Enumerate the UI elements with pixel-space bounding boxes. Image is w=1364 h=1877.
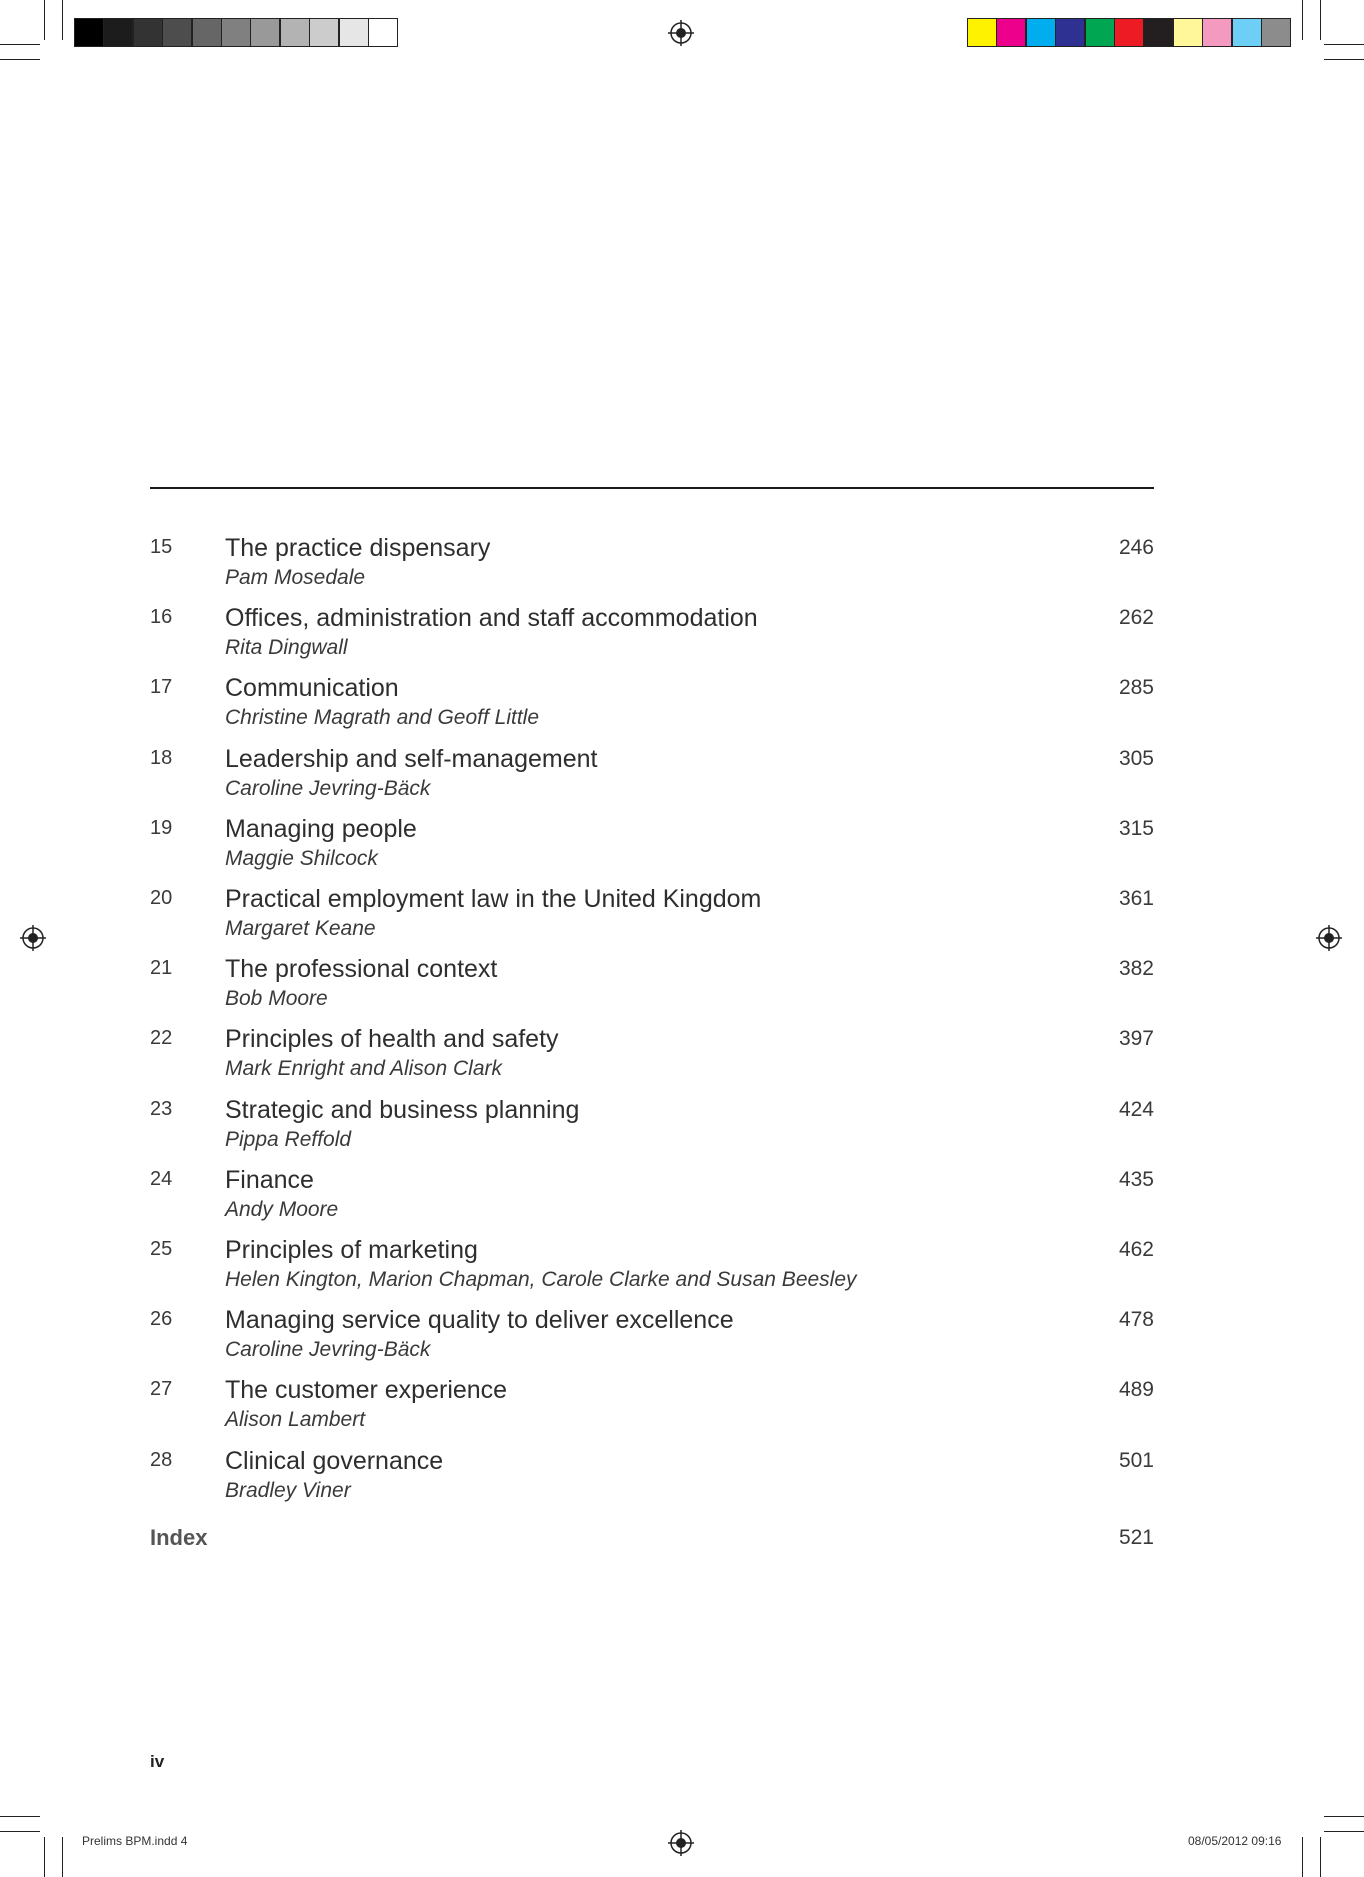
registration-mark-icon	[668, 1830, 694, 1856]
chapter-number: 17	[150, 676, 173, 699]
chapter-title: Finance	[225, 1165, 314, 1194]
chapter-page-number: 285	[1118, 676, 1154, 700]
chapter-number: 16	[150, 606, 173, 629]
gray-swatch	[192, 18, 222, 47]
chapter-page-number: 478	[1118, 1308, 1154, 1332]
chapter-number: 21	[150, 957, 173, 980]
crop-mark	[62, 1837, 63, 1877]
chapter-title: Offices, administration and staff accommodation	[225, 604, 758, 633]
chapter-author: Margaret Keane	[225, 917, 376, 940]
color-swatch	[1143, 18, 1173, 47]
chapter-number: 28	[150, 1448, 173, 1471]
gray-swatch	[309, 18, 339, 47]
toc-entry[interactable]	[150, 1025, 1154, 1091]
crop-mark	[1324, 44, 1364, 45]
index-page-number: 521	[1118, 1526, 1154, 1549]
color-swatch	[967, 18, 997, 47]
chapter-title: Communication	[225, 674, 399, 703]
toc-entry[interactable]	[150, 1236, 1154, 1302]
color-swatch	[1085, 18, 1115, 47]
chapter-page-number: 382	[1118, 957, 1154, 981]
chapter-author: Pippa Reffold	[225, 1127, 352, 1151]
color-swatch	[1202, 18, 1232, 47]
gray-swatch	[250, 18, 280, 47]
gray-swatch	[133, 18, 163, 47]
chapter-title: Clinical governance	[225, 1446, 444, 1475]
crop-mark	[1302, 0, 1303, 40]
chapter-title: Principles of health and safety	[225, 1025, 559, 1054]
chapter-author: Bob Moore	[225, 987, 328, 1011]
chapter-title: Leadership and self-management	[225, 744, 598, 773]
chapter-author: Rita Dingwall	[225, 636, 348, 660]
chapter-number: 22	[150, 1027, 173, 1050]
chapter-author: Bradley Viner	[225, 1478, 351, 1502]
chapter-author: Caroline Jevring-Bäck	[225, 776, 431, 800]
toc-entry[interactable]	[150, 604, 1154, 670]
gray-swatch	[280, 18, 310, 47]
chapter-title: The professional context	[225, 955, 498, 984]
index-label: Index	[150, 1525, 208, 1550]
chapter-number: 20	[150, 887, 173, 909]
chapter-title: Strategic and business planning	[225, 1095, 580, 1124]
color-swatch	[1055, 18, 1085, 47]
chapter-page-number: 397	[1118, 1027, 1154, 1051]
registration-mark-icon	[1316, 925, 1342, 951]
registration-mark-icon	[668, 20, 694, 46]
crop-mark	[1324, 59, 1364, 60]
chapter-page-number: 262	[1118, 606, 1154, 630]
crop-mark	[1302, 1837, 1303, 1877]
chapter-number: 25	[150, 1238, 173, 1260]
crop-mark	[1320, 0, 1321, 40]
chapter-author: Helen Kington, Marion Chapman, Carole Clarke and Susan Beesley	[225, 1268, 857, 1291]
crop-mark	[1320, 1837, 1321, 1877]
toc-entry[interactable]	[150, 534, 1154, 600]
toc-entry[interactable]	[150, 1447, 1154, 1513]
chapter-number: 18	[150, 746, 173, 769]
chapter-number: 26	[150, 1308, 173, 1331]
crop-mark	[0, 59, 40, 60]
chapter-number: 27	[150, 1378, 173, 1401]
crop-mark	[0, 1831, 40, 1832]
gray-swatch	[103, 18, 133, 47]
chapter-number: 24	[150, 1167, 173, 1190]
chapter-page-number: 435	[1118, 1167, 1154, 1191]
color-swatch	[1173, 18, 1203, 47]
color-swatch	[996, 18, 1026, 47]
color-swatch	[1261, 18, 1291, 47]
toc-entry[interactable]	[150, 674, 1154, 740]
toc-entry[interactable]	[150, 1096, 1154, 1162]
chapter-author: Pam Mosedale	[225, 566, 366, 589]
crop-mark	[1324, 1831, 1364, 1832]
gray-swatch	[162, 18, 192, 47]
chapter-author: Christine Magrath and Geoff Little	[225, 706, 539, 730]
chapter-number: 15	[150, 536, 173, 558]
chapter-page-number: 361	[1118, 887, 1154, 910]
chapter-number: 23	[150, 1097, 173, 1120]
chapter-title: The customer experience	[225, 1376, 508, 1405]
toc-entry[interactable]	[150, 745, 1154, 811]
crop-mark	[62, 0, 63, 40]
gray-swatch	[368, 18, 398, 47]
chapter-title: The practice dispensary	[225, 534, 491, 562]
chapter-page-number: 489	[1118, 1378, 1154, 1402]
chapter-page-number: 424	[1118, 1097, 1154, 1121]
chapter-title: Managing people	[225, 814, 417, 843]
toc-entry[interactable]	[150, 885, 1154, 951]
crop-mark	[0, 44, 40, 45]
chapter-page-number: 246	[1118, 536, 1154, 559]
chapter-page-number: 501	[1118, 1448, 1154, 1472]
slug-timestamp: 08/05/2012 09:16	[1188, 1834, 1282, 1848]
toc-top-rule	[150, 487, 1154, 489]
gray-swatch	[74, 18, 104, 47]
color-swatch	[1114, 18, 1144, 47]
crop-mark	[44, 0, 45, 40]
chapter-page-number: 462	[1118, 1238, 1154, 1261]
crop-mark	[0, 1816, 40, 1817]
gray-swatch	[339, 18, 369, 47]
toc-entry[interactable]	[150, 815, 1154, 881]
chapter-author: Andy Moore	[225, 1197, 339, 1221]
chapter-author: Alison Lambert	[225, 1408, 366, 1432]
toc-entry[interactable]	[150, 955, 1154, 1021]
toc-entry[interactable]	[150, 1376, 1154, 1442]
registration-mark-icon	[20, 925, 46, 951]
chapter-author: Mark Enright and Alison Clark	[225, 1057, 502, 1081]
crop-mark	[1324, 1816, 1364, 1817]
chapter-title: Managing service quality to deliver excellence	[225, 1306, 734, 1335]
slug-filename: Prelims BPM.indd 4	[82, 1834, 188, 1848]
chapter-page-number: 315	[1118, 816, 1154, 840]
chapter-author: Maggie Shilcock	[225, 846, 378, 870]
page-folio: iv	[150, 1752, 165, 1771]
toc-entry[interactable]	[150, 1166, 1154, 1232]
color-swatch	[1026, 18, 1056, 47]
color-swatch	[1232, 18, 1262, 47]
gray-swatch	[221, 18, 251, 47]
chapter-title: Principles of marketing	[225, 1236, 478, 1264]
chapter-author: Caroline Jevring-Bäck	[225, 1338, 431, 1362]
chapter-page-number: 305	[1118, 746, 1154, 770]
chapter-title: Practical employment law in the United Kingdom	[225, 885, 762, 913]
toc-entry[interactable]	[150, 1306, 1154, 1372]
chapter-number: 19	[150, 816, 173, 839]
crop-mark	[44, 1837, 45, 1877]
